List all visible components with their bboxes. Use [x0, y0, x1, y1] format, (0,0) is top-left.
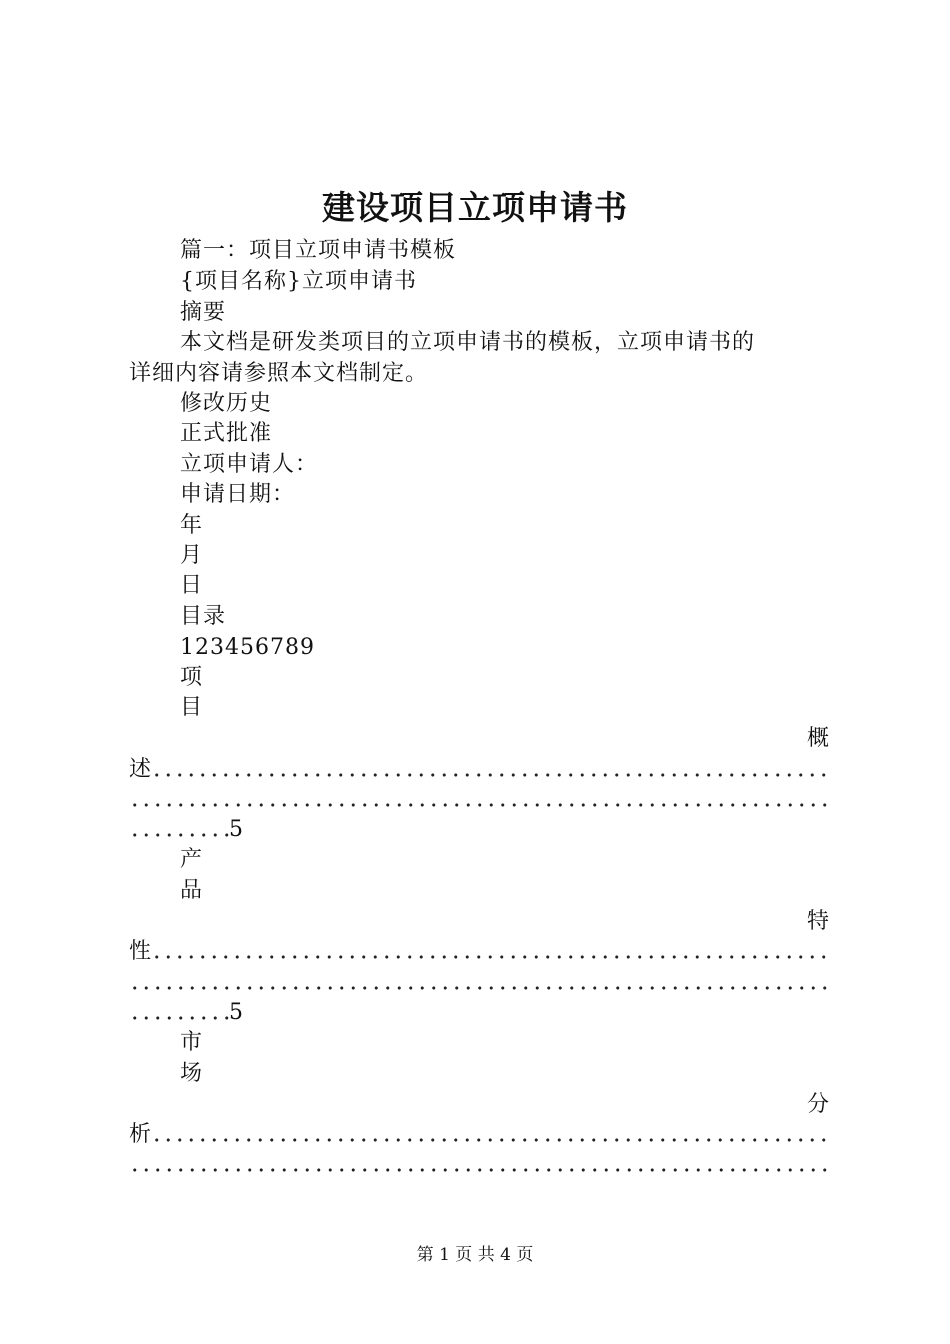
- text-line: 申请日期：: [180, 482, 296, 507]
- text-line: 本文档是研发类项目的立项申请书的模板，立项申请书的: [180, 330, 756, 355]
- text-line: 日: [180, 573, 204, 598]
- toc-char: 场: [180, 1061, 204, 1086]
- toc-char: 特: [807, 909, 830, 934]
- dot-leader: [151, 1120, 829, 1150]
- dot-leader: [129, 998, 229, 1028]
- dot-leader: [129, 815, 229, 845]
- dot-leader: [129, 785, 829, 815]
- toc-char: 市: [180, 1030, 204, 1055]
- toc-page-number: 5: [229, 817, 243, 842]
- toc-leader-row: [129, 1150, 829, 1180]
- toc-leader-row: [129, 998, 829, 1028]
- toc-char: 品: [180, 878, 204, 903]
- toc-char: 性: [129, 939, 152, 964]
- dot-leader: [129, 968, 829, 998]
- toc-char: 析: [129, 1122, 152, 1147]
- text-line: 摘要: [180, 300, 227, 325]
- toc-char: 项: [180, 665, 204, 690]
- toc-leader-row: [129, 785, 829, 815]
- toc-char: 分: [807, 1092, 830, 1117]
- text-line: 年: [180, 513, 204, 538]
- text-line: 正式批准: [180, 421, 273, 446]
- toc-leader-row: [129, 937, 829, 967]
- toc-leader-row: [129, 755, 829, 785]
- toc-char: 目: [180, 695, 204, 720]
- text-line: {项目名称}立项申请书: [180, 269, 417, 294]
- toc-char: 述: [129, 757, 152, 782]
- toc-leader-row: [129, 815, 829, 845]
- toc-page-number: 5: [229, 1000, 243, 1025]
- text-line: 123456789: [180, 635, 315, 660]
- text-line: 立项申请人：: [180, 452, 319, 477]
- dot-leader: [151, 937, 829, 967]
- text-line: 详细内容请参照本文档制定。: [129, 361, 429, 386]
- dot-leader: [151, 755, 829, 785]
- text-line: 篇一：项目立项申请书模板: [180, 238, 457, 263]
- toc-char: 概: [807, 726, 830, 751]
- toc-char: 产: [180, 847, 204, 872]
- page-footer: 第 1 页 共 4 页: [416, 1245, 534, 1265]
- document-title: 建设项目立项申请书: [322, 188, 628, 227]
- toc-leader-row: [129, 1120, 829, 1150]
- text-line: 月: [180, 543, 204, 568]
- text-line: 目录: [180, 604, 227, 629]
- toc-leader-row: [129, 968, 829, 998]
- text-line: 修改历史: [180, 391, 273, 416]
- dot-leader: [129, 1150, 829, 1180]
